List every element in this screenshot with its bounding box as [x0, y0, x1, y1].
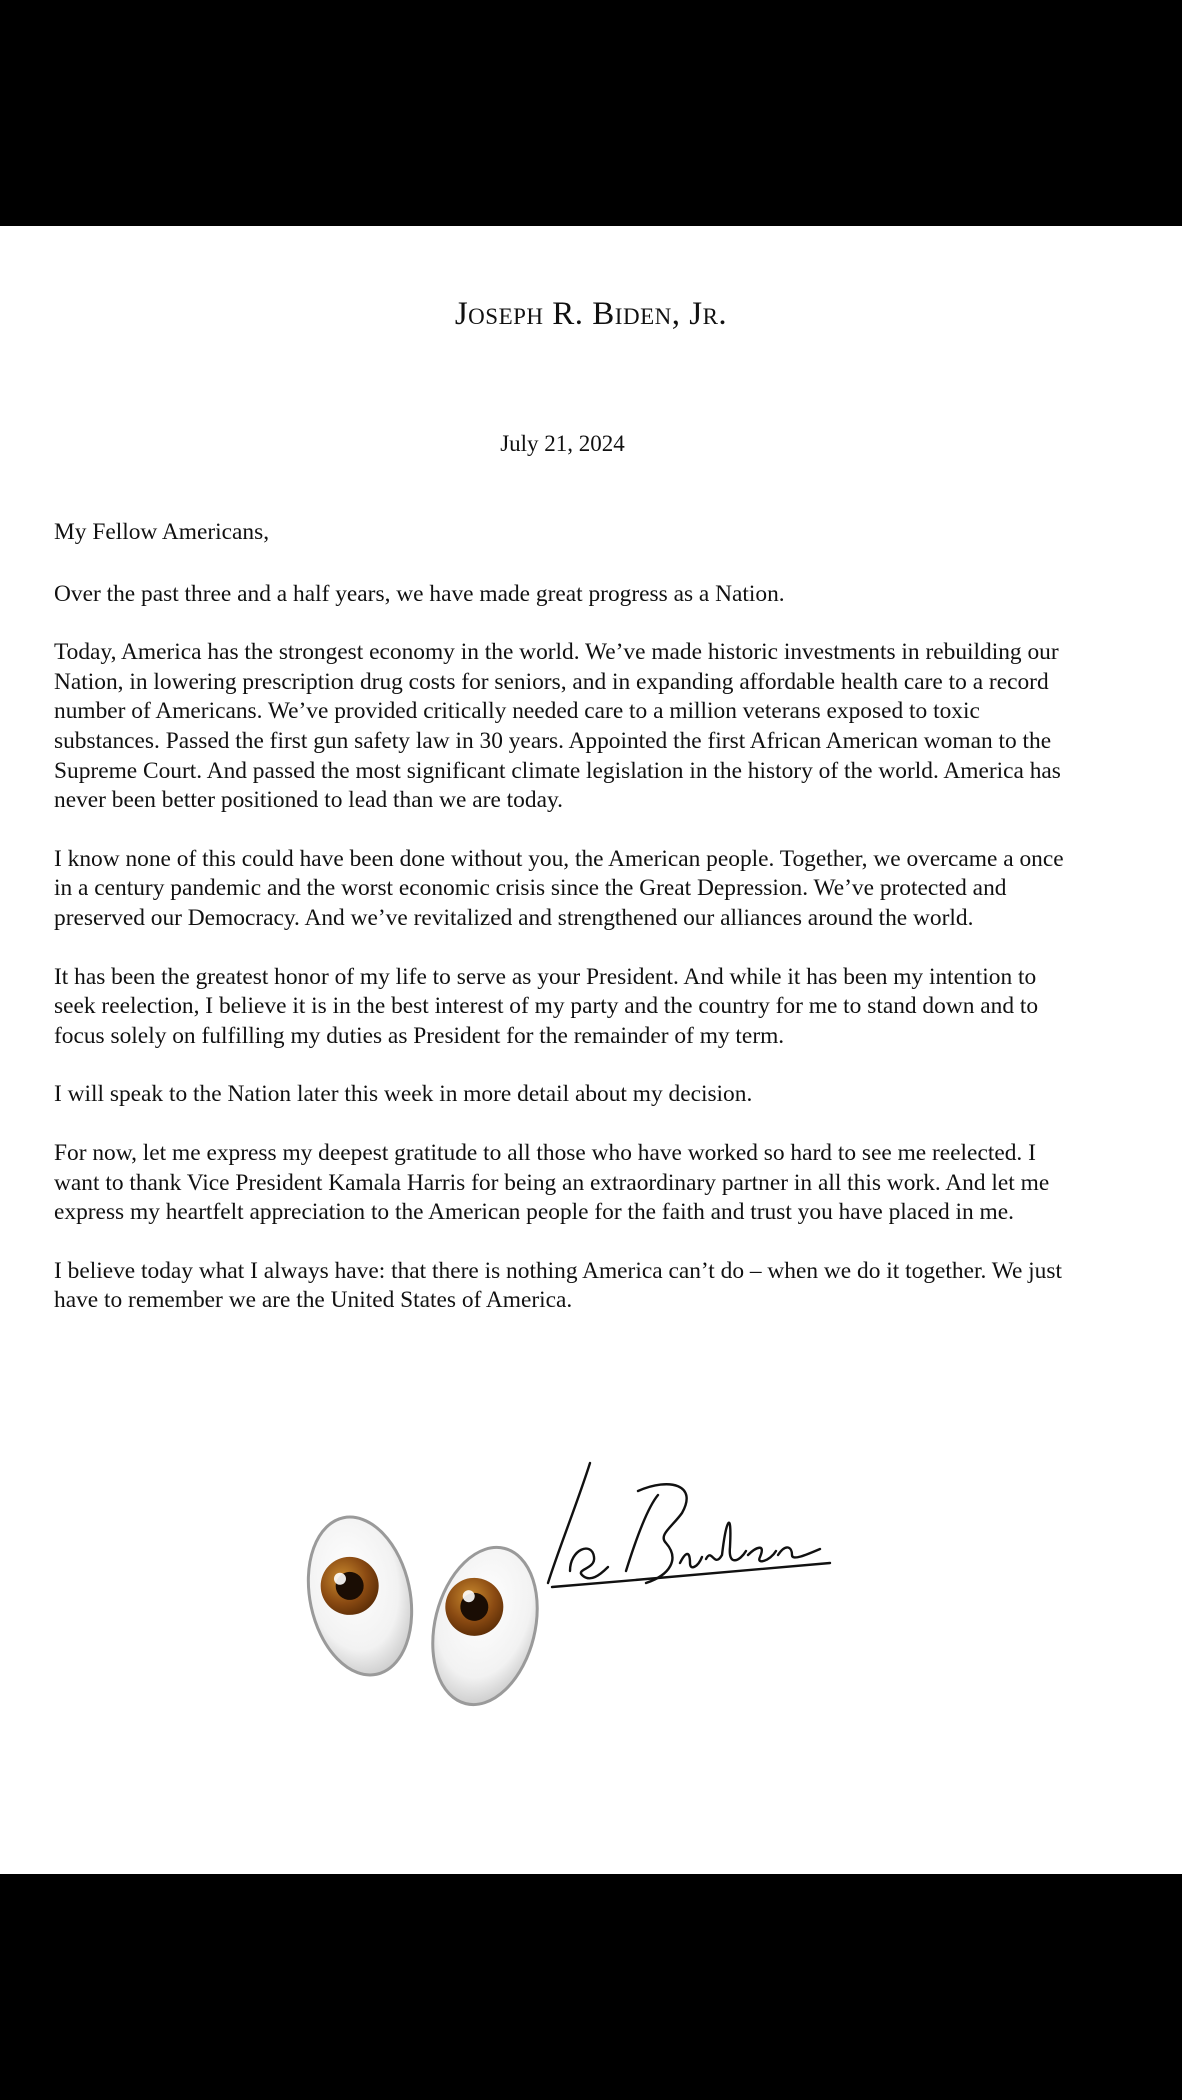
letterhead: Joseph R. Biden, Jr. [454, 296, 728, 332]
salutation: My Fellow Americans, [54, 519, 270, 545]
paragraph-3: I know none of this could have been done without you, the American people. Together, we overcame a once in a century pandemic and the worst economic crisis since the Great Depression. We’ve protected and preserved our Democracy. And we’ve revitalized and strengthened our alliances around the world. [54, 845, 1064, 931]
eyes-emoji-icon [300, 1486, 600, 1736]
letter-page [0, 226, 1182, 1874]
top-black-bar [0, 0, 1182, 226]
paragraph-5: I will speak to the Nation later this week in more detail about my decision. [54, 1081, 753, 1108]
bottom-black-bar [0, 1874, 1182, 2100]
letter-body [54, 518, 1064, 1345]
paragraph-7: I believe today what I always have: that there is nothing America can’t do – when we do it together. We just have to remember we are the United States of America. [54, 1257, 1062, 1314]
paragraph-2: Today, America has the strongest economy in the world. We’ve made historic investments in rebuilding our Nation, in lowering prescription drug costs for seniors, and in expanding affordable health care to a record number of Americans. We’ve provided critically needed care to a million veterans exposed to toxic substances. Passed the first gun safety law in 30 years. Appointed the first African American woman to the Supreme Court. And passed the most significant climate legislation in the history of the world. America has never been better positioned to lead than we are today. [54, 639, 1061, 814]
letter-date: July 21, 2024 [500, 431, 625, 456]
paragraph-6: For now, let me express my deepest gratitude to all those who have worked so hard to see me reelected. I want to thank Vice President Kamala Harris for being an extraordinary partner in all this work. And let me express my heartfelt appreciation to the American people for the faith and trust you have placed in me. [54, 1139, 1050, 1226]
paragraph-4: It has been the greatest honor of my life to serve as your President. And while it has been my intention to seek reelection, I believe it is in the best interest of my party and the country for me to stand down and to focus solely on fulfilling my duties as President for the remainder of my term. [54, 963, 1039, 1049]
left-eye [300, 1507, 426, 1684]
right-eye [417, 1536, 553, 1715]
paragraph-1: Over the past three and a half years, we have made great progress as a Nation. [54, 580, 785, 607]
